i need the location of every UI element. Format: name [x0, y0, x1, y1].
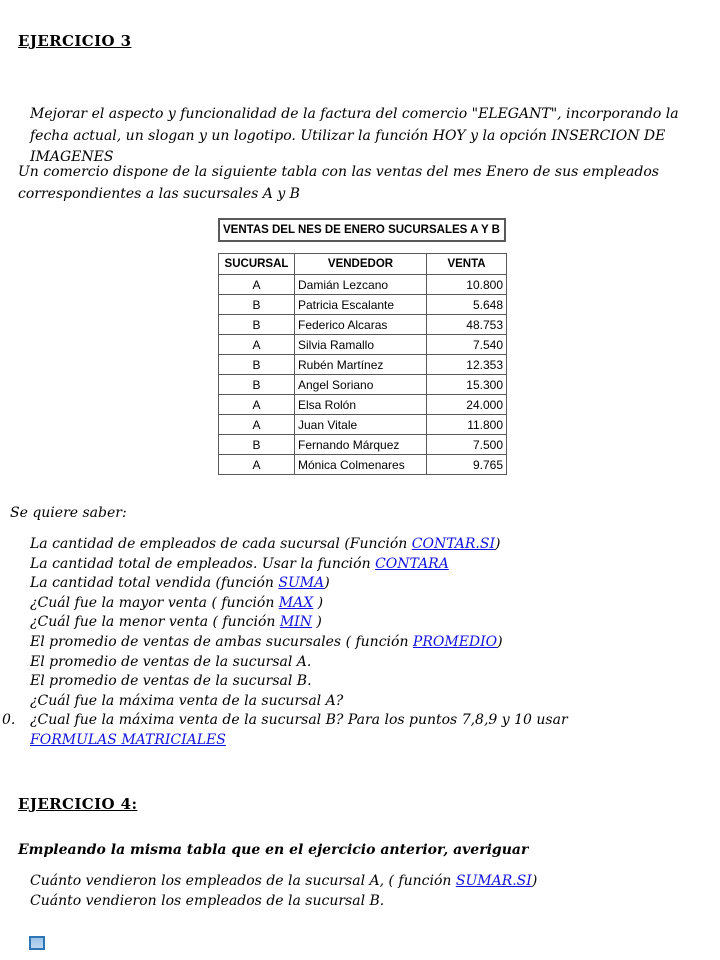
table-row — [219, 455, 507, 475]
cell-venta: 48.753 — [427, 315, 507, 335]
list-item — [30, 574, 632, 594]
list-item-text: La cantidad total vendida (función — [30, 575, 279, 592]
question-list — [2, 535, 632, 751]
list-item-text: ¿Cuál fue la menor venta ( función — [30, 614, 280, 631]
cell-sucursal: B — [219, 355, 295, 375]
table-row — [219, 275, 507, 295]
cell-vendedor: Damián Lezcano — [295, 275, 427, 295]
list-item — [30, 613, 632, 633]
table-row — [219, 295, 507, 315]
function-link-contar-si[interactable]: CONTAR.SI — [411, 536, 495, 552]
table-row — [219, 355, 507, 375]
cell-venta: 7.540 — [427, 335, 507, 355]
table-row — [219, 375, 507, 395]
cell-vendedor: Patricia Escalante — [295, 295, 427, 315]
list-item — [30, 555, 632, 575]
list-item — [30, 692, 632, 712]
cell-venta: 10.800 — [427, 275, 507, 295]
ejercicio4-heading: EJERCICIO 4: — [18, 795, 138, 813]
cell-sucursal: B — [219, 315, 295, 335]
cell-sucursal: A — [219, 455, 295, 475]
question-intro: Se quiere saber: — [10, 505, 127, 521]
cell-vendedor: Elsa Rolón — [295, 395, 427, 415]
cell-sucursal: A — [219, 335, 295, 355]
table-row — [219, 435, 507, 455]
list-item-text: ) — [313, 594, 324, 611]
function-link-suma[interactable]: SUMA — [278, 575, 325, 592]
list-item — [30, 892, 650, 912]
cell-vendedor: Angel Soriano — [295, 375, 427, 395]
sales-table-title: VENTAS DEL NES DE ENERO SUCURSALES A Y B — [218, 218, 506, 242]
cell-vendedor: Rubén Martínez — [295, 355, 427, 375]
cell-vendedor: Silvia Ramallo — [295, 335, 427, 355]
function-link-min[interactable]: MIN — [279, 614, 312, 631]
table-row — [219, 335, 507, 355]
list-item-text: ) — [311, 614, 322, 631]
cell-sucursal: A — [219, 395, 295, 415]
sales-table-grid — [218, 253, 507, 475]
list-item-text: ¿Cuál fue la máxima venta de la sucursal A? — [30, 692, 344, 709]
function-link-sumar-si[interactable]: SUMAR.SI — [455, 873, 532, 889]
list-item-text: La cantidad de empleados de cada sucursal (Función — [30, 536, 412, 552]
list-item — [30, 633, 632, 653]
list-item-text: El promedio de ventas de la sucursal A. — [30, 653, 312, 670]
list-item-text: Cuánto vendieron los empleados de la sucursal B. — [30, 892, 385, 909]
cell-vendedor: Juan Vitale — [295, 415, 427, 435]
cell-venta: 15.300 — [427, 375, 507, 395]
list-item-text: ¿Cual fue la máxima venta de la sucursal B? Para los puntos 7,8,9 y 10 usar — [30, 712, 568, 729]
column-header-venta: VENTA — [427, 254, 507, 275]
cell-sucursal: A — [219, 415, 295, 435]
table-header-row — [219, 254, 507, 275]
list-item — [30, 653, 632, 673]
cell-vendedor: Federico Alcaras — [295, 315, 427, 335]
cell-venta: 7.500 — [427, 435, 507, 455]
list-item-text: La cantidad total de empleados. Usar la función — [30, 555, 376, 572]
cell-vendedor: Fernando Márquez — [295, 435, 427, 455]
ejercicio3-heading: EJERCICIO 3 — [18, 32, 132, 50]
list-item-text: ¿Cuál fue la mayor venta ( función — [30, 594, 279, 611]
cell-venta: 12.353 — [427, 355, 507, 375]
ejercicio3-intro-paragraph: Mejorar el aspecto y funcionalidad de la factura del comercio "ELEGANT", incorporando la fecha actual, un slogan y un logotipo. Utilizar la función HOY y la opción INSERCION DE IMAGENES — [30, 106, 679, 165]
function-link-contara[interactable]: CONTARA — [375, 555, 449, 572]
list-item — [30, 535, 632, 555]
task-list — [30, 872, 650, 911]
list-item-text: ) — [531, 873, 538, 889]
list-item — [2, 711, 632, 750]
list-marker-clipped: 0. — [2, 712, 16, 729]
list-item-text: El promedio de ventas de la sucursal B. — [30, 673, 312, 690]
ejercicio3-description-paragraph: Un comercio dispone de la siguiente tabla con las ventas del mes Enero de sus empleados correspondientes a las sucursales A y B — [18, 164, 659, 202]
cell-vendedor: Mónica Colmenares — [295, 455, 427, 475]
table-row — [219, 315, 507, 335]
list-item-text: ) — [495, 536, 501, 552]
ejercicio4-intro-paragraph: Empleando la misma tabla que en el ejercicio anterior, averiguar — [18, 842, 529, 858]
list-item — [30, 672, 632, 692]
cell-sucursal: B — [219, 295, 295, 315]
cell-venta: 24.000 — [427, 395, 507, 415]
function-link-formulas-matriciales[interactable]: FORMULAS MATRICIALES — [30, 731, 226, 748]
cell-venta: 11.800 — [427, 415, 507, 435]
cell-sucursal: B — [219, 435, 295, 455]
cell-sucursal: A — [219, 275, 295, 295]
function-link-promedio[interactable]: PROMEDIO — [412, 633, 498, 650]
cell-venta: 5.648 — [427, 295, 507, 315]
cell-sucursal: B — [219, 375, 295, 395]
list-item-text: ) — [324, 575, 330, 592]
sales-table — [218, 218, 506, 475]
table-row — [219, 395, 507, 415]
list-item — [30, 594, 632, 614]
function-link-max[interactable]: MAX — [278, 594, 314, 611]
cell-venta: 9.765 — [427, 455, 507, 475]
column-header-sucursal: SUCURSAL — [219, 254, 295, 275]
column-header-vendedor: VENDEDOR — [295, 254, 427, 275]
clipped-image-fragment — [29, 936, 45, 950]
list-item — [30, 872, 650, 892]
list-item-text: El promedio de ventas de ambas sucursales ( función — [30, 633, 413, 650]
list-item-text: Cuánto vendieron los empleados de la sucursal A, ( función — [30, 873, 456, 889]
table-row — [219, 415, 507, 435]
list-item-text: ) — [497, 633, 503, 650]
